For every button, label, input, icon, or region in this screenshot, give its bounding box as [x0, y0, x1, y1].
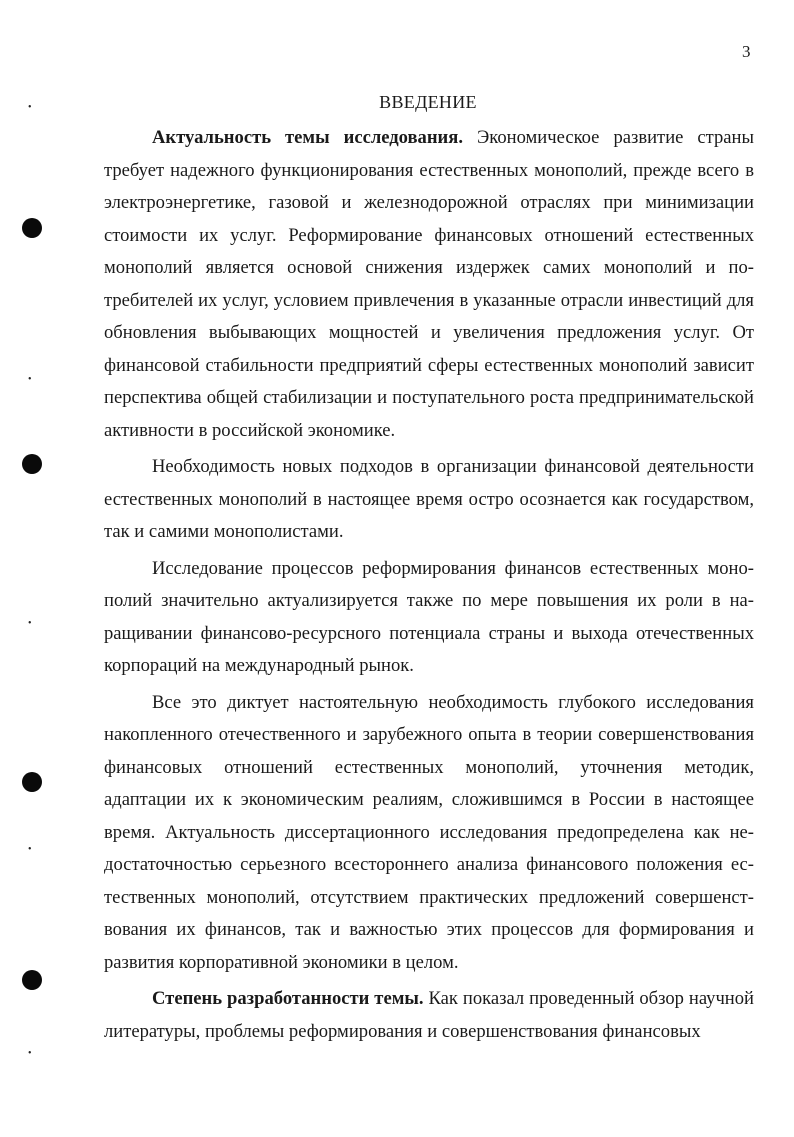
- paragraph-lead: Степень разработанности темы.: [152, 988, 424, 1009]
- binder-hole-mark: [22, 970, 42, 990]
- paragraph: [104, 553, 754, 683]
- scan-speck: •: [28, 1048, 32, 1059]
- scan-speck: •: [28, 102, 32, 113]
- paragraph-text: Все это диктует настоятельную необходимость глубокого исследования накопленного отечественного и зарубежного опыта в теории совершенствования финансовых отношений естественных монополий, уточнения методик, адаптации их к экономическим реалиям, сложившимся в России в настоящее время. Актуальность диссертационного исследования предопределена как недостаточностью серьезного всестороннего анализа финансового положения естественных монополий, отсутствием практических предложений совершенствования их финансов, так и важностью этих процессов для формирования и развития корпоративной экономики в целом.: [104, 691, 754, 973]
- scan-speck: •: [28, 844, 32, 855]
- paragraph-text: Исследование процессов реформирования финансов естественных монополий значительно актуализируется также по мере повышения их роли в наращивании финансово-ресурсного потенциала страны и выхода отечественных корпораций на международный рынок.: [104, 557, 754, 676]
- paragraph-text: Как показал проведенный обзор научной литературы, проблемы реформирования и совершенствования финансовых: [104, 988, 754, 1042]
- paragraph: [104, 451, 754, 549]
- paragraph: [104, 983, 754, 1048]
- binder-hole-mark: [22, 454, 42, 474]
- paragraph: [104, 122, 754, 447]
- page-number: 3: [742, 42, 751, 61]
- paragraph-text: Экономическое развитие страны требует надежного функционирования естественных монополий, прежде всего в электроэнергетике, газовой и железнодорожной отраслях при минимизации стоимости их услуг. Реформирование финансовых отношений естественных монополий является основой снижения издержек самих монополий и потребителей их услуг, условием привлечения в указанные отрасли инвестиций для обновления выбывающих мощностей и увеличения предложения услуг. От финансовой стабильности предприятий сферы естественных монополий зависит перспектива общей стабилизации и поступательного роста предпринимательской активности в российской экономике.: [104, 127, 754, 441]
- binder-hole-mark: [22, 218, 42, 238]
- paragraph-text: Необходимость новых подходов в организации финансовой деятельности естественных монополий в настоящее время остро осознается как государством, так и самими монополистами.: [104, 456, 754, 542]
- paragraph-lead: Актуальность темы исследования.: [152, 127, 463, 148]
- section-heading: ВВЕДЕНИЕ: [379, 92, 477, 112]
- paragraph: [104, 687, 754, 980]
- body-text: [104, 122, 754, 1048]
- scan-speck: •: [28, 618, 32, 629]
- scan-speck: •: [28, 374, 32, 385]
- binder-hole-mark: [22, 772, 42, 792]
